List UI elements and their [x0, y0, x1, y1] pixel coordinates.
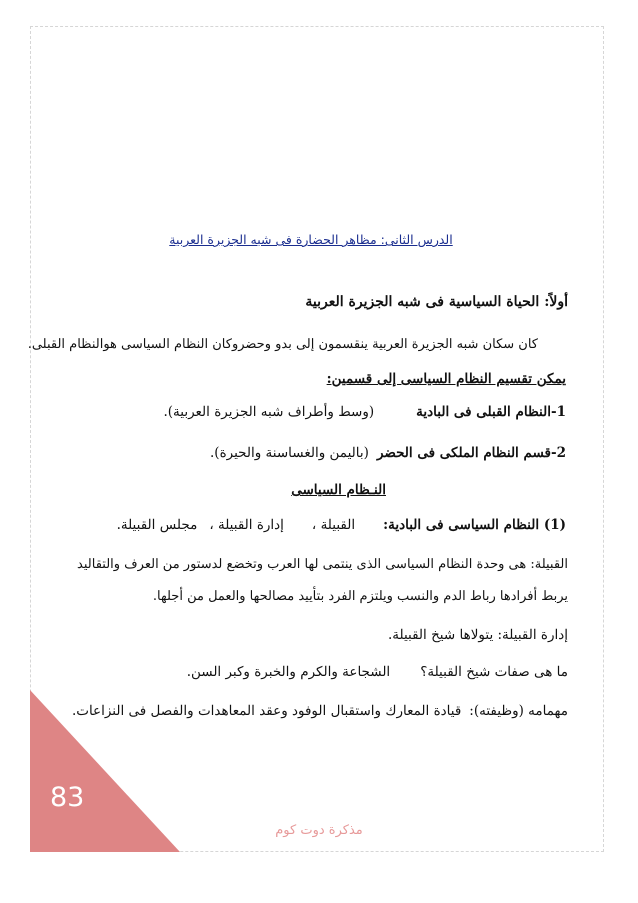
tribe-admin-line: إدارة القبيلة: يتولاها شيخ القبيلة.	[387, 627, 568, 643]
division-heading: يمكن تقسيم النظام السياسى إلى قسمين:	[326, 371, 566, 387]
qualities-answer: الشجاعة والكرم والخبرة وكبر السن.	[186, 664, 391, 680]
point-1	[117, 517, 566, 533]
list-item-2	[210, 445, 566, 461]
item1-detail: (وسط وأطراف شبه الجزيرة العربية).	[163, 404, 375, 420]
tribe-definition-line-1: القبيلة: هى وحدة النظام السياسى الذى ينتمى لها العرب وتخضع لدستور من العرف والتقاليد	[77, 557, 568, 572]
duties-label: مهمامه (وظيفته):	[469, 703, 568, 719]
point1-a: القبيلة ،	[311, 517, 356, 533]
item1-main: 1-النظام القبلى فى البادية	[416, 404, 566, 420]
point1-label: (1) النظام السياسى فى البادية:	[383, 517, 566, 533]
item2-main: 2-قسم النظام الملكى فى الحضر	[376, 445, 566, 461]
intro-paragraph: كان سكان شبه الجزيرة العربية ينقسمون إلى بدو وحضروكان النظام السياسى هوالنظام القبلى.	[27, 337, 538, 352]
point1-b: إدارة القبيلة ،	[209, 517, 284, 533]
qualities-question: ما هى صفات شيخ القبيلة؟	[420, 664, 568, 680]
lesson-title: الدرس الثانى: مظاهر الحضارة فى شبه الجزيرة العربية	[169, 232, 453, 247]
item2-detail: (باليمن والغساسنة والحيرة).	[210, 445, 369, 461]
section-heading: أولاً: الحياة السياسية فى شبه الجزيرة العربية	[305, 294, 568, 310]
duties-text: قيادة المعارك واستقبال الوفود وعقد المعاهدات والفصل فى النزاعات.	[71, 703, 462, 719]
footer-brand: مذكرة دوت كوم	[275, 823, 363, 838]
qualities-line	[187, 664, 568, 680]
subheading: النـظام السياسى	[291, 482, 386, 498]
tribe-definition-line-2: يربط أفرادها رباط الدم والنسب ويلتزم الفرد بتأييد مصالحها والعمل من أجلها.	[152, 589, 568, 604]
point1-c: مجلس القبيلة.	[116, 517, 198, 533]
page-number: 83	[50, 782, 85, 813]
list-item-1	[163, 404, 566, 420]
